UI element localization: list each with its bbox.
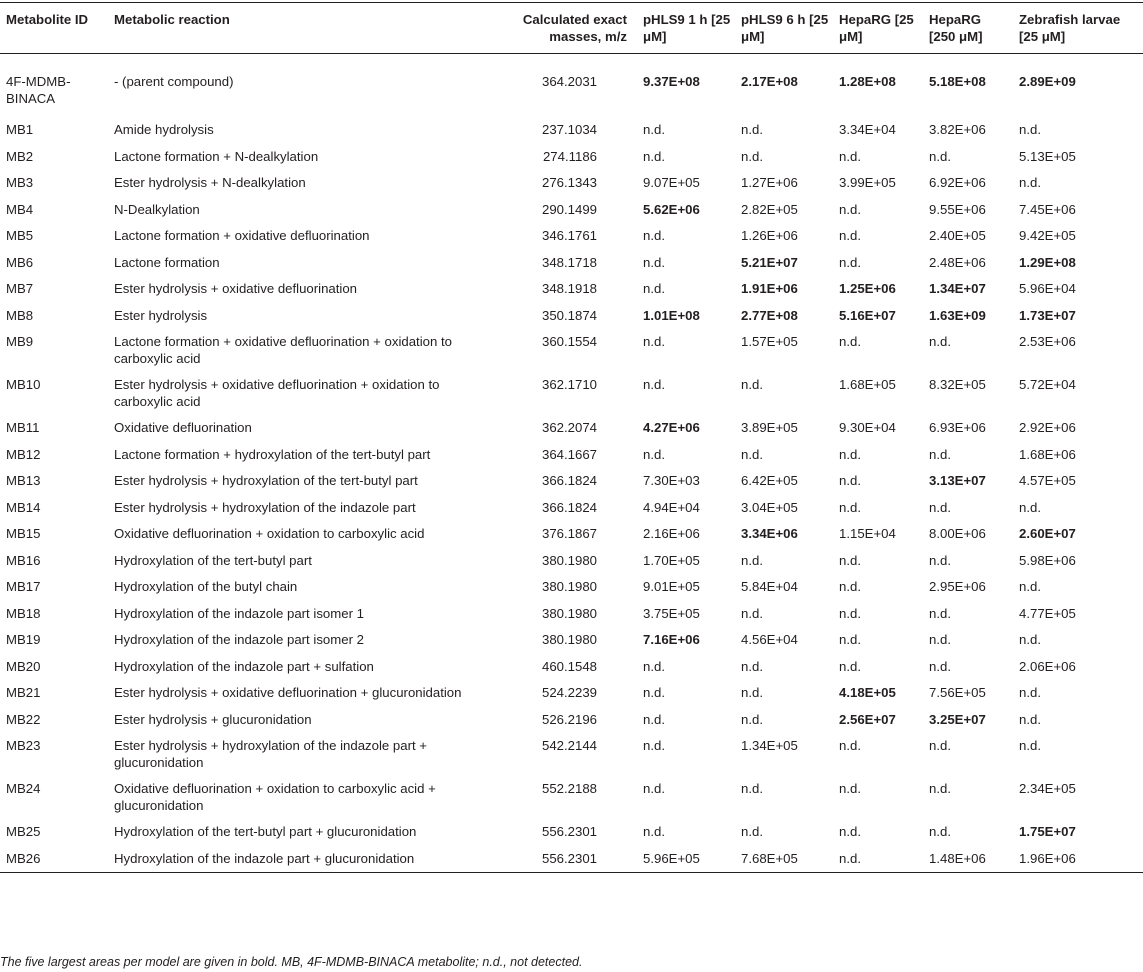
metabolic-reaction-cell: Oxidative defluorination (114, 420, 252, 435)
heparg-250-cell: n.d. (929, 148, 951, 164)
table-row (0, 680, 1143, 707)
phls9-1h-cell: 3.75E+05 (643, 605, 700, 621)
heparg-25-cell: n.d. (839, 446, 861, 462)
table-row (0, 223, 1143, 250)
phls9-1h-cell: n.d. (643, 711, 665, 727)
table-row (0, 846, 1143, 873)
table-row (0, 54, 1143, 118)
heparg-250-cell: 3.13E+07 (929, 473, 986, 488)
exact-mass-cell: 350.1874 (541, 307, 597, 323)
phls9-1h-cell: n.d. (643, 685, 665, 700)
phls9-1h-cell: n.d. (643, 228, 665, 243)
metabolic-reaction-cell: Ester hydrolysis + oxidative defluorination + glucuronidation (114, 685, 462, 700)
exact-mass-cell: 237.1034 (541, 122, 597, 137)
metabolic-reaction-cell: Ester hydrolysis + glucuronidation (114, 711, 312, 727)
heparg-25-cell: n.d. (833, 846, 923, 873)
heparg-25-cell: n.d. (839, 605, 861, 621)
metabolite-id-cell: MB14 (6, 499, 41, 515)
phls9-6h-cell: 2.82E+05 (741, 201, 798, 217)
phls9-6h-cell: 3.34E+06 (741, 526, 798, 541)
phls9-1h-cell: 1.70E+05 (643, 552, 700, 568)
metabolite-id-cell: MB8 (6, 307, 34, 323)
heparg-25-cell: n.d. (839, 228, 861, 243)
exact-mass-cell: 360.1554 (541, 334, 597, 349)
phls9-1h-cell: 5.96E+05 (637, 846, 735, 873)
phls9-6h-cell: 1.91E+06 (741, 281, 798, 296)
table-body (0, 54, 1143, 873)
metabolite-id-cell: MB12 (6, 446, 41, 462)
table-row (0, 776, 1143, 819)
heparg-250-cell: n.d. (929, 605, 951, 621)
phls9-6h-cell: n.d. (741, 685, 763, 700)
phls9-6h-cell: n.d. (741, 658, 763, 674)
metabolite-id-cell: MB11 (6, 420, 40, 435)
metabolic-reaction-cell: Lactone formation + hydroxylation of the tert-butyl part (114, 446, 431, 462)
zebrafish-cell: 5.72E+04 (1019, 377, 1076, 392)
heparg-250-cell: 3.25E+07 (929, 711, 986, 727)
exact-mass-cell: 366.1824 (541, 473, 597, 488)
phls9-1h-cell: 9.01E+05 (643, 579, 700, 594)
metabolic-reaction-cell: Lactone formation (114, 254, 220, 270)
zebrafish-cell: 4.57E+05 (1019, 473, 1076, 488)
table-row (0, 601, 1143, 628)
phls9-6h-cell: n.d. (741, 122, 763, 137)
phls9-1h-cell: n.d. (643, 738, 665, 753)
heparg-25-cell: 3.34E+04 (839, 122, 896, 137)
exact-mass-cell: 556.2301 (497, 846, 637, 873)
metabolite-id-cell: MB13 (6, 473, 41, 488)
heparg-250-cell: 3.82E+06 (929, 122, 986, 137)
header-heparg-250: HepaRG [250 μM] (923, 3, 1013, 54)
heparg-250-cell: 2.95E+06 (929, 579, 986, 594)
phls9-1h-cell: 5.62E+06 (643, 201, 700, 217)
table-row (0, 303, 1143, 330)
phls9-1h-cell: 4.27E+06 (643, 420, 700, 435)
metabolite-id-cell: 4F-MDMB-BINACA (6, 74, 71, 106)
metabolite-id-cell: MB15 (6, 526, 41, 541)
metabolite-id-cell: MB25 (6, 824, 41, 839)
heparg-25-cell: n.d. (839, 499, 861, 515)
exact-mass-cell: 524.2239 (541, 685, 597, 700)
table-row (0, 574, 1143, 601)
heparg-250-cell: 8.00E+06 (929, 526, 986, 541)
metabolite-id-cell: MB19 (6, 632, 41, 647)
exact-mass-cell: 348.1718 (541, 254, 597, 270)
heparg-25-cell: 5.16E+07 (839, 307, 896, 323)
metabolic-reaction-cell: Hydroxylation of the tert-butyl part (114, 552, 312, 568)
phls9-1h-cell: 9.07E+05 (643, 175, 700, 190)
zebrafish-cell: 2.34E+05 (1019, 781, 1076, 796)
zebrafish-cell: n.d. (1019, 579, 1041, 594)
phls9-6h-cell: n.d. (741, 377, 763, 392)
metabolic-reaction-cell: Ester hydrolysis + hydroxylation of the tert-butyl part (114, 473, 418, 488)
table-row (0, 170, 1143, 197)
table-row (0, 442, 1143, 469)
zebrafish-cell: n.d. (1019, 122, 1041, 137)
exact-mass-cell: 364.1667 (541, 446, 597, 462)
heparg-250-cell: n.d. (929, 738, 951, 753)
metabolic-reaction-cell: Oxidative defluorination + oxidation to carboxylic acid (114, 526, 425, 541)
table-row (0, 707, 1143, 734)
phls9-6h-cell: 2.77E+08 (741, 307, 798, 323)
heparg-250-cell: 1.63E+09 (929, 307, 986, 323)
metabolic-reaction-cell: Lactone formation + N-dealkylation (114, 148, 319, 164)
heparg-25-cell: 1.25E+06 (839, 281, 896, 296)
exact-mass-cell: 276.1343 (541, 175, 597, 190)
table-row (0, 197, 1143, 224)
phls9-6h-cell: 4.56E+04 (741, 632, 798, 647)
zebrafish-cell: n.d. (1019, 175, 1041, 190)
table-row (0, 468, 1143, 495)
heparg-250-cell: n.d. (929, 632, 951, 647)
table-row (0, 819, 1143, 846)
zebrafish-cell: 2.89E+09 (1019, 74, 1076, 89)
table-row (0, 521, 1143, 548)
header-phls9-6h: pHLS9 6 h [25 μM] (735, 3, 833, 54)
heparg-250-cell: n.d. (929, 334, 951, 349)
phls9-6h-cell: 1.34E+05 (741, 738, 798, 753)
zebrafish-cell: 1.68E+06 (1019, 446, 1076, 462)
zebrafish-cell: 5.98E+06 (1019, 552, 1076, 568)
header-zebrafish: Zebrafish larvae [25 μM] (1013, 3, 1143, 54)
phls9-1h-cell: 7.30E+03 (643, 473, 700, 488)
metabolite-id-cell: MB22 (6, 711, 41, 727)
phls9-6h-cell: 5.84E+04 (741, 579, 798, 594)
exact-mass-cell: 346.1761 (541, 228, 597, 243)
zebrafish-cell: 1.29E+08 (1019, 254, 1076, 270)
metabolite-id-cell: MB6 (6, 254, 34, 270)
metabolic-reaction-cell: Lactone formation + oxidative defluorination + oxidation to carboxylic acid (114, 334, 452, 366)
metabolite-id-cell: MB26 (0, 846, 108, 873)
heparg-250-cell: n.d. (929, 781, 951, 796)
table-row (0, 415, 1143, 442)
metabolic-reaction-cell: Hydroxylation of the indazole part isomer 1 (114, 605, 364, 621)
heparg-250-cell: 6.92E+06 (929, 175, 986, 190)
metabolite-id-cell: MB18 (6, 605, 41, 621)
metabolic-reaction-cell: Hydroxylation of the indazole part + glucuronidation (108, 846, 497, 873)
metabolic-reaction-cell: Ester hydrolysis + hydroxylation of the indazole part + glucuronidation (114, 738, 428, 770)
heparg-25-cell: n.d. (839, 824, 861, 839)
phls9-1h-cell: n.d. (643, 281, 665, 296)
heparg-250-cell: 8.32E+05 (929, 377, 986, 392)
exact-mass-cell: 364.2031 (541, 74, 597, 89)
heparg-25-cell: 9.30E+04 (839, 420, 896, 435)
heparg-250-cell: 2.48E+06 (929, 254, 986, 270)
phls9-1h-cell: n.d. (643, 781, 665, 796)
table-row (0, 329, 1143, 372)
phls9-1h-cell: n.d. (643, 824, 665, 839)
phls9-1h-cell: n.d. (643, 122, 665, 137)
heparg-250-cell: 9.55E+06 (929, 201, 986, 217)
metabolite-table (0, 2, 1143, 873)
metabolic-reaction-cell: Hydroxylation of the indazole part + sulfation (114, 658, 374, 674)
phls9-6h-cell: n.d. (741, 605, 763, 621)
exact-mass-cell: 460.1548 (541, 658, 597, 674)
header-exact-mass: Calculated exact masses, m/z (497, 3, 637, 54)
heparg-25-cell: 1.28E+08 (839, 74, 896, 89)
heparg-25-cell: n.d. (839, 781, 861, 796)
heparg-25-cell: n.d. (839, 473, 861, 488)
exact-mass-cell: 380.1980 (541, 605, 597, 621)
exact-mass-cell: 362.1710 (541, 377, 597, 392)
table-row (0, 117, 1143, 144)
exact-mass-cell: 380.1980 (541, 632, 597, 647)
phls9-6h-cell: n.d. (741, 824, 763, 839)
heparg-25-cell: 2.56E+07 (839, 711, 896, 727)
heparg-25-cell: n.d. (839, 148, 861, 164)
heparg-250-cell: 2.40E+05 (929, 228, 986, 243)
exact-mass-cell: 290.1499 (541, 201, 597, 217)
zebrafish-cell: 1.73E+07 (1019, 307, 1076, 323)
exact-mass-cell: 376.1867 (541, 526, 597, 541)
heparg-250-cell: 5.18E+08 (929, 74, 986, 89)
phls9-6h-cell: 3.89E+05 (741, 420, 798, 435)
metabolite-id-cell: MB9 (6, 334, 34, 349)
phls9-6h-cell: 1.27E+06 (741, 175, 798, 190)
header-heparg-25: HepaRG [25 μM] (833, 3, 923, 54)
exact-mass-cell: 380.1980 (541, 579, 597, 594)
metabolite-id-cell: MB17 (6, 579, 41, 594)
zebrafish-cell: n.d. (1019, 632, 1041, 647)
heparg-25-cell: n.d. (839, 254, 861, 270)
header-phls9-1h: pHLS9 1 h [25 μM] (637, 3, 735, 54)
zebrafish-cell: 7.45E+06 (1019, 201, 1076, 217)
heparg-25-cell: n.d. (839, 334, 861, 349)
table-row (0, 372, 1143, 415)
phls9-6h-cell: 2.17E+08 (741, 74, 798, 89)
exact-mass-cell: 552.2188 (541, 781, 597, 796)
metabolite-id-cell: MB2 (6, 148, 34, 164)
metabolite-id-cell: MB24 (6, 781, 41, 796)
heparg-250-cell: n.d. (929, 499, 951, 515)
heparg-250-cell: 1.48E+06 (923, 846, 1013, 873)
table-row (0, 276, 1143, 303)
metabolic-reaction-cell: Ester hydrolysis + oxidative defluorination (114, 281, 357, 296)
metabolite-id-cell: MB21 (6, 685, 41, 700)
heparg-25-cell: n.d. (839, 658, 861, 674)
heparg-25-cell: n.d. (839, 738, 861, 753)
header-row (0, 3, 1143, 54)
phls9-6h-cell: n.d. (741, 148, 763, 164)
heparg-250-cell: 6.93E+06 (929, 420, 986, 435)
heparg-25-cell: 3.99E+05 (839, 175, 896, 190)
metabolite-id-cell: MB20 (6, 658, 41, 674)
table-row (0, 250, 1143, 277)
heparg-250-cell: n.d. (929, 824, 951, 839)
heparg-250-cell: n.d. (929, 552, 951, 568)
metabolic-reaction-cell: Ester hydrolysis + hydroxylation of the indazole part (114, 499, 416, 515)
phls9-1h-cell: 2.16E+06 (643, 526, 700, 541)
phls9-6h-cell: n.d. (741, 711, 763, 727)
zebrafish-cell: 2.06E+06 (1019, 658, 1076, 674)
phls9-6h-cell: 1.57E+05 (741, 334, 798, 349)
metabolic-reaction-cell: Amide hydrolysis (114, 122, 214, 137)
phls9-6h-cell: n.d. (741, 552, 763, 568)
phls9-1h-cell: n.d. (643, 334, 665, 349)
heparg-250-cell: 7.56E+05 (929, 685, 986, 700)
exact-mass-cell: 556.2301 (541, 824, 597, 839)
phls9-6h-cell: 7.68E+05 (735, 846, 833, 873)
phls9-6h-cell: n.d. (741, 446, 763, 462)
phls9-6h-cell: 3.04E+05 (741, 499, 798, 515)
metabolite-id-cell: MB23 (6, 738, 41, 753)
table-row (0, 627, 1143, 654)
zebrafish-cell: 2.92E+06 (1019, 420, 1076, 435)
metabolic-reaction-cell: Ester hydrolysis + N-dealkylation (114, 175, 306, 190)
zebrafish-cell: 1.96E+06 (1013, 846, 1143, 873)
zebrafish-cell: n.d. (1019, 499, 1041, 515)
metabolite-id-cell: MB7 (6, 281, 34, 296)
metabolite-id-cell: MB1 (6, 122, 34, 137)
table-row (0, 548, 1143, 575)
metabolic-reaction-cell: Ester hydrolysis + oxidative defluorination + oxidation to carboxylic acid (114, 377, 440, 409)
table-row (0, 495, 1143, 522)
zebrafish-cell: 2.60E+07 (1019, 526, 1076, 541)
exact-mass-cell: 348.1918 (541, 281, 597, 296)
heparg-25-cell: 1.15E+04 (839, 526, 896, 541)
table-row (0, 144, 1143, 171)
metabolite-id-cell: MB10 (6, 377, 41, 392)
metabolic-reaction-cell: Hydroxylation of the butyl chain (114, 579, 298, 594)
metabolite-id-cell: MB5 (6, 228, 34, 243)
metabolic-reaction-cell: Oxidative defluorination + oxidation to carboxylic acid + glucuronidation (114, 781, 436, 813)
heparg-25-cell: n.d. (839, 552, 861, 568)
exact-mass-cell: 362.2074 (541, 420, 597, 435)
metabolite-id-cell: MB4 (6, 201, 34, 217)
phls9-1h-cell: n.d. (643, 254, 665, 270)
heparg-25-cell: 4.18E+05 (839, 685, 896, 700)
zebrafish-cell: n.d. (1019, 685, 1041, 700)
phls9-1h-cell: n.d. (643, 377, 665, 392)
table-row (0, 654, 1143, 681)
heparg-25-cell: n.d. (839, 632, 861, 647)
heparg-25-cell: 1.68E+05 (839, 377, 896, 392)
phls9-1h-cell: 7.16E+06 (643, 632, 700, 647)
phls9-1h-cell: n.d. (643, 446, 665, 462)
heparg-25-cell: n.d. (839, 579, 861, 594)
zebrafish-cell: 1.75E+07 (1019, 824, 1076, 839)
phls9-1h-cell: 9.37E+08 (643, 74, 700, 89)
heparg-250-cell: n.d. (929, 446, 951, 462)
metabolic-reaction-cell: Ester hydrolysis (114, 307, 208, 323)
metabolic-reaction-cell: N-Dealkylation (114, 201, 200, 217)
phls9-6h-cell: 5.21E+07 (741, 254, 798, 270)
zebrafish-cell: 5.13E+05 (1019, 148, 1076, 164)
table-header (0, 3, 1143, 54)
exact-mass-cell: 366.1824 (541, 499, 597, 515)
header-metabolic-reaction: Metabolic reaction (108, 3, 497, 54)
heparg-250-cell: 1.34E+07 (929, 281, 986, 296)
phls9-1h-cell: n.d. (643, 148, 665, 164)
phls9-6h-cell: 1.26E+06 (741, 228, 798, 243)
zebrafish-cell: 2.53E+06 (1019, 334, 1076, 349)
exact-mass-cell: 526.2196 (541, 711, 597, 727)
phls9-1h-cell: 4.94E+04 (643, 499, 700, 515)
metabolic-reaction-cell: - (parent compound) (114, 74, 234, 89)
heparg-25-cell: n.d. (839, 201, 861, 217)
exact-mass-cell: 380.1980 (541, 552, 597, 568)
zebrafish-cell: 9.42E+05 (1019, 228, 1076, 243)
zebrafish-cell: n.d. (1019, 711, 1041, 727)
table-row (0, 733, 1143, 776)
phls9-1h-cell: 1.01E+08 (643, 307, 700, 323)
table-footnote: The five largest areas per model are given in bold. MB, 4F-MDMB-BINACA metabolite; n.d., not detected. (0, 955, 583, 969)
zebrafish-cell: 4.77E+05 (1019, 605, 1076, 621)
exact-mass-cell: 542.2144 (541, 738, 597, 753)
metabolic-reaction-cell: Hydroxylation of the indazole part isomer 2 (114, 632, 364, 647)
phls9-1h-cell: n.d. (643, 658, 665, 674)
header-metabolite-id: Metabolite ID (0, 3, 108, 54)
metabolic-reaction-cell: Hydroxylation of the tert-butyl part + glucuronidation (114, 824, 417, 839)
exact-mass-cell: 274.1186 (542, 148, 597, 164)
zebrafish-cell: n.d. (1019, 738, 1041, 753)
zebrafish-cell: 5.96E+04 (1019, 281, 1076, 296)
metabolic-reaction-cell: Lactone formation + oxidative defluorination (114, 228, 370, 243)
metabolite-id-cell: MB16 (6, 552, 41, 568)
heparg-250-cell: n.d. (929, 658, 951, 674)
phls9-6h-cell: 6.42E+05 (741, 473, 798, 488)
phls9-6h-cell: n.d. (741, 781, 763, 796)
metabolite-id-cell: MB3 (6, 175, 34, 190)
